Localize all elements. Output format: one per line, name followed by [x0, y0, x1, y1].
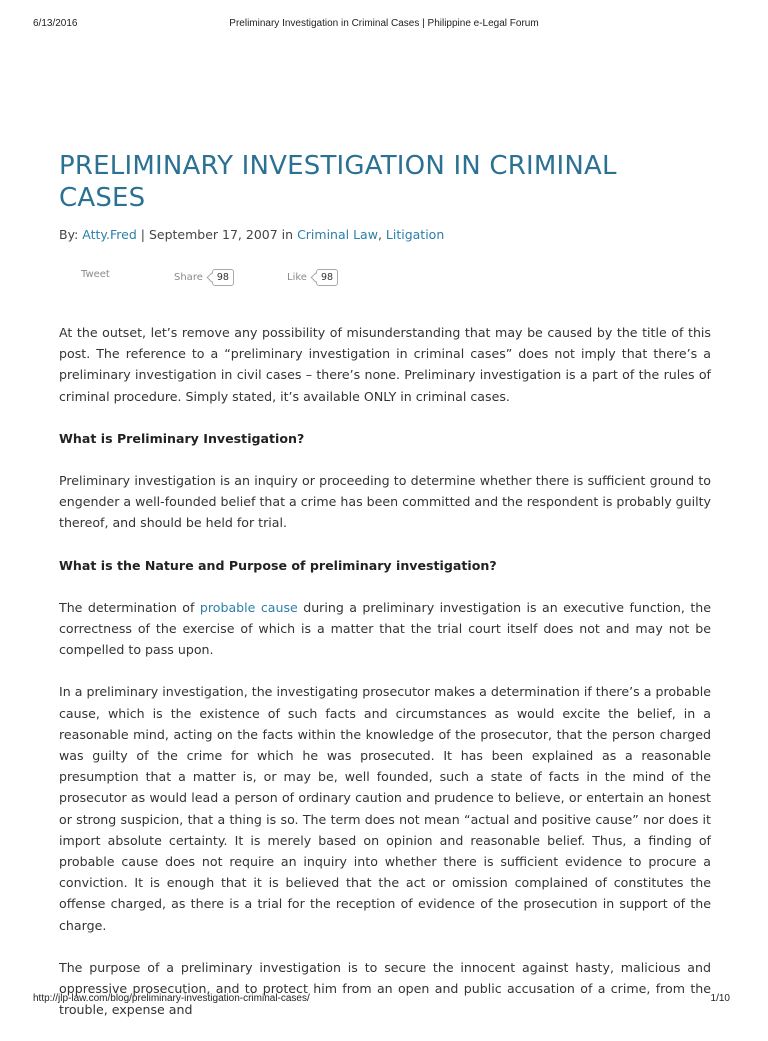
article-title: PRELIMINARY INVESTIGATION IN CRIMINAL CASES	[59, 151, 617, 213]
share-button[interactable]	[174, 269, 234, 286]
category-link-litigation[interactable]: Litigation	[385, 227, 445, 242]
share-count-badge: 98	[212, 269, 234, 286]
paragraph-intro: At the outset, let’s remove any possibility of misunderstanding that may be caused by the title of this post. The reference to a “preliminary investigation in criminal cases” does not imply that there’s a preliminary investigation in civil cases – there’s none. Preliminary investigation is a part of the rules of criminal procedure. Simply stated, it’s available ONLY in criminal cases.	[59, 325, 711, 404]
print-page-title: Preliminary Investigation in Criminal Cases | Philippine e-Legal Forum	[229, 18, 539, 29]
share-label: Share	[174, 272, 203, 283]
paragraph-text-after-link: during a preliminary investigation is an executive function, the correctness of the exercise of which is a matter that the trial court itself does not and may not be compelled to pass upon.	[59, 599, 712, 658]
byline-in: in	[281, 227, 294, 242]
byline	[59, 226, 711, 244]
byline-separator: |	[140, 227, 145, 242]
paragraph-definition: Preliminary investigation is an inquiry or proceeding to determine whether there is sufficient ground to engender a well-founded belief that a crime has been committed and the respondent is probably guilty thereof, and should be held for trial.	[59, 473, 712, 531]
paragraph-text-before-link: The determination of	[59, 599, 200, 615]
article-body	[59, 322, 711, 1020]
paragraph-purpose: The purpose of a preliminary investigation is to secure the innocent against hasty, malicious and oppressive prosecution, and to protect him from an open and public accusation of a crime, from the trouble, expense and	[59, 959, 711, 1018]
paragraph-probable-cause	[59, 597, 711, 661]
post-date: September 17, 2007	[148, 227, 278, 242]
share-bar	[59, 269, 711, 289]
author-link[interactable]: Atty.Fred	[82, 227, 137, 242]
category-link-criminal-law[interactable]: Criminal Law	[297, 227, 378, 242]
print-header	[33, 18, 735, 32]
like-count-badge: 98	[316, 269, 338, 286]
print-date: 6/13/2016	[33, 18, 78, 29]
paragraph-determination: In a preliminary investigation, the investigating prosecutor makes a determination if there’s a probable cause, which is the existence of such facts and circumstances as would excite the belief, in a reasonable mind, acting on the facts within the knowledge of the prosecutor, that the person charged was guilty of the crime for which he was prosecuted. It has been explained as a reasonable presumption that a matter is, or may be, well founded, such a state of facts in the mind of the prosecutor as would lead a person of ordinary caution and prudence to believe, or entertain an honest or strong suspicion, that a thing is so. The term does not mean “actual and positive cause” nor does it import absolute certainty. It is merely based on opinion and reasonable belief. Thus, a finding of probable cause does not require an inquiry into whether there is sufficient evidence to procure a conviction. It is enough that it is believed that the act or omission complained of constitutes the offense charged, as there is a trial for the reception of evidence of the prosecution in support of the charge.	[59, 684, 711, 933]
byline-comma: ,	[377, 227, 382, 242]
byline-by: By:	[59, 227, 79, 242]
heading-what-is: What is Preliminary Investigation?	[59, 430, 305, 446]
tweet-button[interactable]	[81, 269, 110, 280]
article	[59, 150, 711, 1041]
like-button[interactable]	[287, 269, 338, 286]
heading-nature-purpose: What is the Nature and Purpose of preliminary investigation?	[59, 557, 497, 573]
like-label: Like	[287, 272, 307, 283]
tweet-label: Tweet	[81, 269, 110, 280]
print-page-number: 1/10	[710, 993, 730, 1004]
print-url: http://jlp-law.com/blog/preliminary-investigation-criminal-cases/	[33, 993, 310, 1004]
probable-cause-link[interactable]: probable cause	[199, 599, 298, 615]
print-footer	[33, 993, 735, 1007]
